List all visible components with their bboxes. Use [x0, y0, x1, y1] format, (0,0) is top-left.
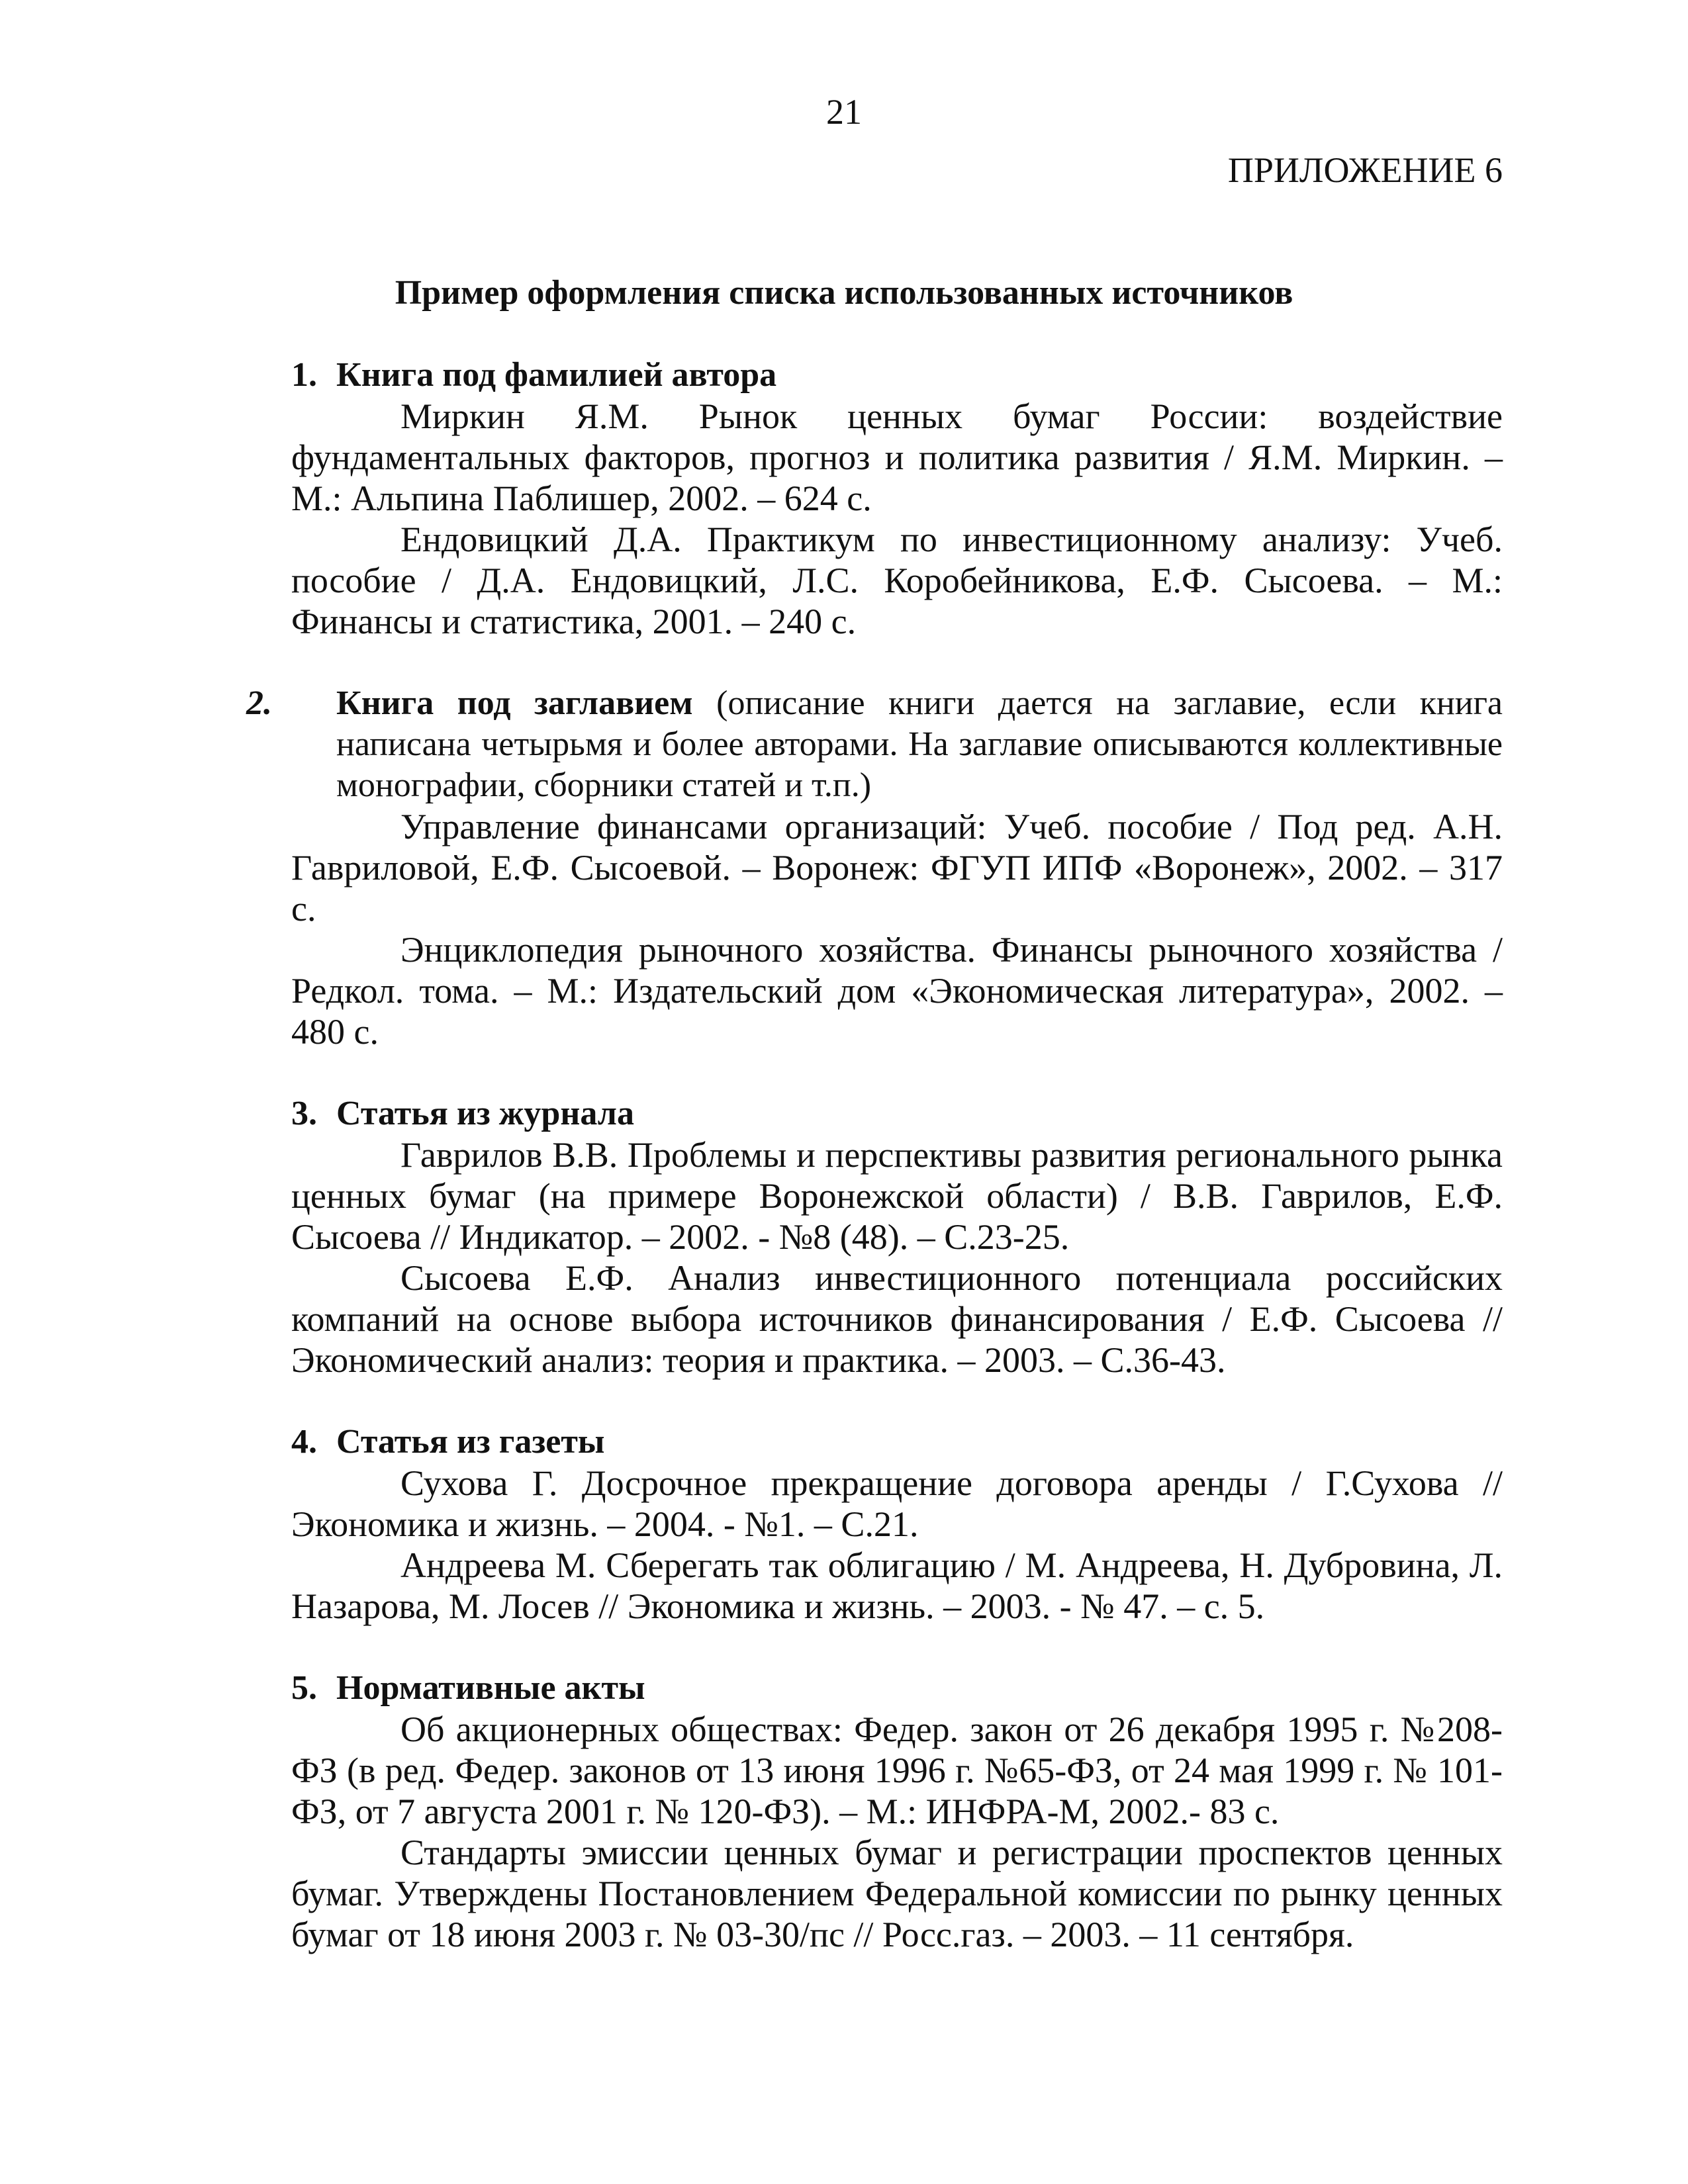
bibliography-entry: Сухова Г. Досрочное прекращение договора аренды / Г.Сухова // Экономика и жизнь. – 2004. - №1. – С.21.	[291, 1463, 1503, 1544]
section-heading	[246, 683, 1503, 806]
bibliography-entry: Гаврилов В.В. Проблемы и перспективы развития регионального рынка ценных бумаг (на примере Воронежской области) / В.В. Гаврилов, Е.Ф. Сысоева // Индикатор. – 2002. - №8 (48). – С.23-25.	[291, 1135, 1503, 1257]
section-heading-text: Нормативные акты	[336, 1669, 645, 1707]
section-heading	[291, 1093, 1503, 1134]
section-number: 1.	[291, 356, 317, 394]
section-heading-text: Статья из журнала	[336, 1095, 634, 1132]
section-number: 3.	[291, 1095, 317, 1132]
section-number: 5.	[291, 1669, 317, 1707]
bibliography-entry: Андреева М. Сберегать так облигацию / М. Андреева, Н. Дубровина, Л. Назарова, М. Лосев // Экономика и жизнь. – 2003. - № 47. – с. 5.	[291, 1545, 1503, 1626]
bibliography-entry: Энциклопедия рыночного хозяйства. Финансы рыночного хозяйства / Редкол. тома. – М.: Издательский дом «Экономическая литература», 2002. – 480 с.	[291, 930, 1503, 1052]
section-number: 4.	[291, 1423, 317, 1461]
section-heading-text: Книга под фамилией автора	[336, 356, 777, 394]
bibliography-entry: Управление финансами организаций: Учеб. пособие / Под ред. А.Н. Гавриловой, Е.Ф. Сысоевой. – Воронеж: ФГУП ИПФ «Воронеж», 2002. – 317 с.	[291, 807, 1503, 929]
bibliography-entry: Ендовицкий Д.А. Практикум по инвестиционному анализу: Учеб. пособие / Д.А. Ендовицкий, Л.С. Коробейникова, Е.Ф. Сысоева. – М.: Финансы и статистика, 2001. – 240 с.	[291, 520, 1503, 641]
section-journal-article	[291, 1093, 1503, 1381]
appendix-label: ПРИЛОЖЕНИЕ 6	[1227, 150, 1503, 190]
section-author-book	[291, 355, 1503, 642]
section-heading	[291, 1668, 1503, 1709]
bibliography-content	[246, 355, 1503, 1996]
section-normative-acts	[291, 1668, 1503, 1955]
bibliography-entry: Об акционерных обществах: Федер. закон от 26 декабря 1995 г. №208-ФЗ (в ред. Федер. законов от 13 июня 1996 г. №65-ФЗ, от 24 мая 1999 г. № 101-ФЗ, от 7 августа 2001 г. № 120-ФЗ). – М.: ИНФРА-М, 2002.- 83 с.	[291, 1709, 1503, 1831]
bibliography-entry: Миркин Я.М. Рынок ценных бумаг России: воздействие фундаментальных факторов, прогноз и политика развития / Я.М. Миркин. – М.: Альпина Паблишер, 2002. – 624 с.	[291, 396, 1503, 518]
page-number: 21	[826, 92, 862, 132]
section-heading	[291, 355, 1503, 396]
section-newspaper-article	[291, 1422, 1503, 1627]
section-number: 2.	[246, 684, 272, 722]
section-title-book	[246, 683, 1503, 1052]
section-heading-note: (описание книги дается на заглавие, если книга написана четырьмя и более авторами. На заглавие описываются коллективные монографии, сборники статей и т.п.)	[336, 684, 1503, 804]
section-heading	[291, 1422, 1503, 1463]
bibliography-entry: Сысоева Е.Ф. Анализ инвестиционного потенциала российских компаний на основе выбора источников финансирования / Е.Ф. Сысоева // Экономический анализ: теория и практика. – 2003. – С.36-43.	[291, 1258, 1503, 1380]
document-title: Пример оформления списка использованных источников	[395, 274, 1293, 312]
section-heading-text: Книга под заглавием	[336, 684, 693, 722]
section-heading-text: Статья из газеты	[336, 1423, 605, 1461]
bibliography-entry: Стандарты эмиссии ценных бумаг и регистрации проспектов ценных бумаг. Утверждены Постановлением Федеральной комиссии по рынку ценных бумаг от 18 июня 2003 г. № 03-30/пс // Росс.газ. – 2003. – 11 сентября.	[291, 1833, 1503, 1954]
